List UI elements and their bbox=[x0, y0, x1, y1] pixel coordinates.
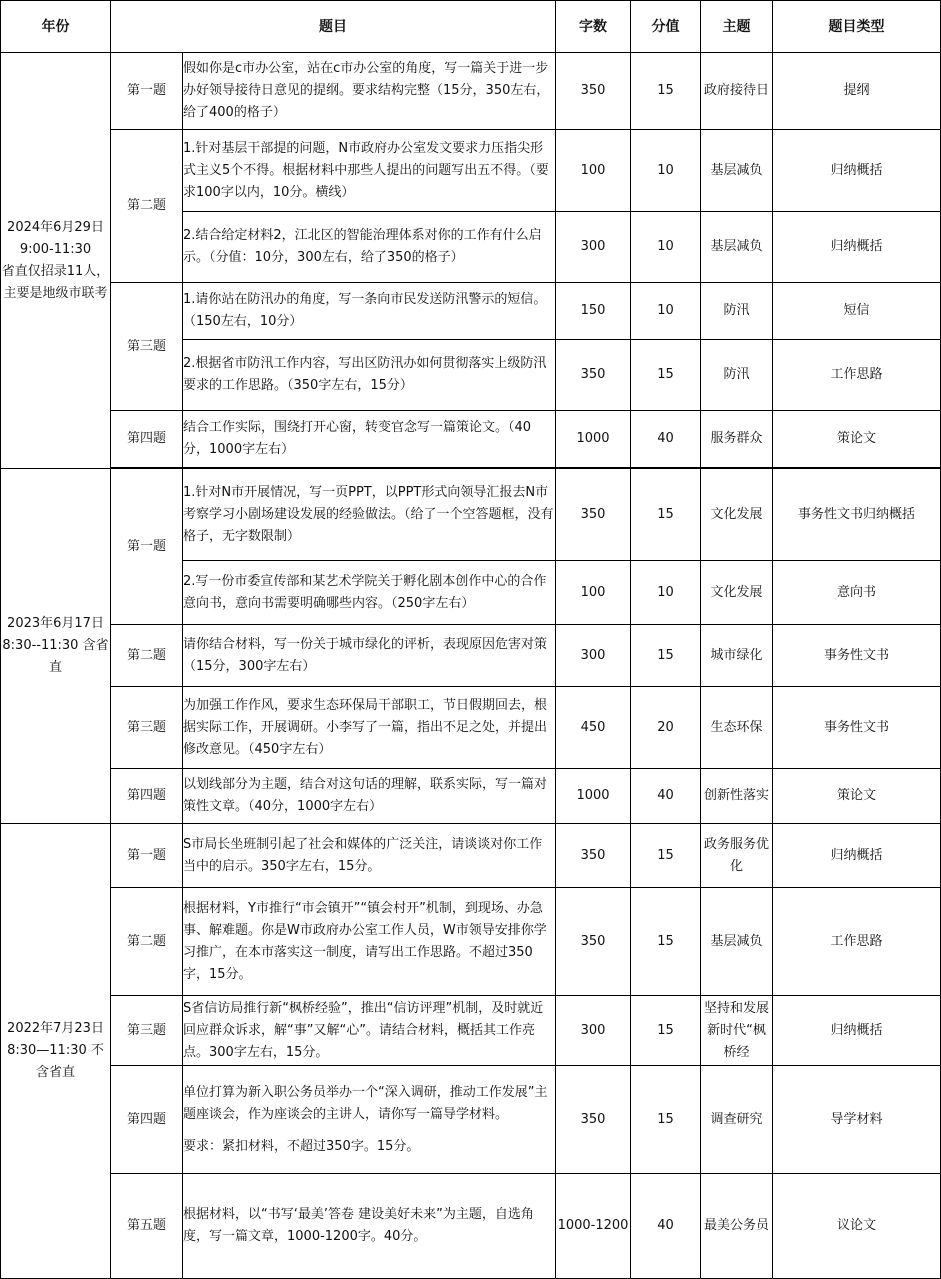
question-type: 策论文 bbox=[773, 411, 941, 468]
table-row bbox=[1, 411, 941, 468]
score: 20 bbox=[631, 687, 701, 769]
theme: 文化发展 bbox=[701, 469, 773, 561]
question-label: 第三题 bbox=[111, 996, 183, 1066]
question-label: 第二题 bbox=[111, 625, 183, 687]
table-row bbox=[1, 996, 941, 1066]
question-label: 第四题 bbox=[111, 769, 183, 824]
theme: 坚持和发展新时代“枫桥经 bbox=[701, 996, 773, 1066]
word-count: 350 bbox=[556, 824, 631, 888]
header-type: 题目类型 bbox=[773, 1, 941, 53]
table-row bbox=[1, 687, 941, 769]
question-text: 结合工作实际，围绕打开心窗，转变官念写一篇策论文。（40分，1000字左右） bbox=[183, 411, 556, 468]
question-text-cell bbox=[183, 1066, 556, 1174]
header-words: 字数 bbox=[556, 1, 631, 53]
score: 15 bbox=[631, 888, 701, 996]
question-type: 归纳概括 bbox=[773, 130, 941, 212]
word-count: 150 bbox=[556, 283, 631, 340]
question-type: 提纲 bbox=[773, 53, 941, 130]
theme: 生态环保 bbox=[701, 687, 773, 769]
question-type: 归纳概括 bbox=[773, 996, 941, 1066]
question-text: 根据材料，Y市推行“市会镇开”“镇会村开”机制，到现场、办急事、解难题。你是W市政府办公室工作人员，W市领导安排你学习推广，在本市落实这一制度，请写出工作思路。不超过350字，15分。 bbox=[183, 888, 556, 996]
theme: 城市绿化 bbox=[701, 625, 773, 687]
score: 40 bbox=[631, 1174, 701, 1279]
score: 10 bbox=[631, 561, 701, 625]
question-text: 根据材料，以“书写‘最美’答卷 建设美好未来”为主题，自选角度，写一篇文章，1000-1200字。40分。 bbox=[183, 1174, 556, 1279]
question-text: 请你结合材料，写一份关于城市绿化的评析，表现原因危害对策（15分，300字左右） bbox=[183, 625, 556, 687]
exam-body bbox=[1, 53, 941, 1279]
word-count: 100 bbox=[556, 130, 631, 212]
header-row bbox=[1, 1, 941, 53]
question-text: 1.针对基层干部提的问题，N市政府办公室发文要求力压指尖形式主义5个不得。根据材料中那些人提出的问题写出五不得。（要求100字以内，10分。横线） bbox=[183, 130, 556, 212]
table-row bbox=[1, 769, 941, 824]
question-text: 2.根据省市防汛工作内容，写出区防汛办如何贯彻落实上级防汛要求的工作思路。（350字左右，15分） bbox=[183, 340, 556, 411]
question-label: 第二题 bbox=[111, 888, 183, 996]
question-label: 第一题 bbox=[111, 824, 183, 888]
score: 15 bbox=[631, 824, 701, 888]
table-row bbox=[1, 1174, 941, 1279]
theme: 基层减负 bbox=[701, 130, 773, 212]
question-requirement: 要求：紧扣材料，不超过350字。15分。 bbox=[183, 1138, 420, 1154]
question-type: 事务性文书归纳概括 bbox=[773, 469, 941, 561]
score: 40 bbox=[631, 411, 701, 468]
question-label: 第三题 bbox=[111, 687, 183, 769]
question-text: 假如你是c市办公室，站在c市办公室的角度，写一篇关于进一步办好领导接待日意见的提纲。要求结构完整（15分，350左右，给了400的格子） bbox=[183, 53, 556, 130]
score: 15 bbox=[631, 340, 701, 411]
theme: 服务群众 bbox=[701, 411, 773, 468]
question-label: 第三题 bbox=[111, 283, 183, 411]
year-cell: 2023年6月17日 8:30--11:30 含省直 bbox=[1, 469, 111, 824]
theme: 基层减负 bbox=[701, 212, 773, 283]
word-count: 100 bbox=[556, 561, 631, 625]
question-text: 2.写一份市委宣传部和某艺术学院关于孵化剧本创作中心的合作意向书，意向书需要明确哪些内容。（250字左右） bbox=[183, 561, 556, 625]
table-row bbox=[1, 469, 941, 561]
question-type: 工作思路 bbox=[773, 340, 941, 411]
score: 15 bbox=[631, 996, 701, 1066]
word-count: 300 bbox=[556, 625, 631, 687]
score: 40 bbox=[631, 769, 701, 824]
question-type: 归纳概括 bbox=[773, 212, 941, 283]
question-type: 意向书 bbox=[773, 561, 941, 625]
word-count: 350 bbox=[556, 340, 631, 411]
word-count: 350 bbox=[556, 469, 631, 561]
theme: 调查研究 bbox=[701, 1066, 773, 1174]
word-count: 300 bbox=[556, 996, 631, 1066]
question-text: 2.结合给定材料2，江北区的智能治理体系对你的工作有什么启示。（分值：10分，300左右，给了350的格子） bbox=[183, 212, 556, 283]
table-row bbox=[1, 130, 941, 212]
question-text: 为加强工作作风，要求生态环保局干部职工，节日假期回去，根据实际工作，开展调研。小李写了一篇，指出不足之处，并提出修改意见。（450字左右） bbox=[183, 687, 556, 769]
word-count: 300 bbox=[556, 212, 631, 283]
theme: 最美公务员 bbox=[701, 1174, 773, 1279]
theme: 基层减负 bbox=[701, 888, 773, 996]
table-row bbox=[1, 53, 941, 130]
question-label: 第二题 bbox=[111, 130, 183, 283]
score: 10 bbox=[631, 130, 701, 212]
year-cell: 2022年7月23日 8:30—11:30 不含省直 bbox=[1, 824, 111, 1279]
word-count: 350 bbox=[556, 53, 631, 130]
question-type: 事务性文书 bbox=[773, 625, 941, 687]
question-text: 1.针对N市开展情况，写一页PPT，以PPT形式向领导汇报去N市考察学习小剧场建设发展的经验做法。（给了一个空答题框，没有格子，无字数限制） bbox=[183, 469, 556, 561]
table-row bbox=[1, 888, 941, 996]
word-count: 1000 bbox=[556, 769, 631, 824]
question-text: S市局长坐班制引起了社会和媒体的广泛关注，请谈谈对你工作当中的启示。350字左右，15分。 bbox=[183, 824, 556, 888]
question-label: 第四题 bbox=[111, 1066, 183, 1174]
year-cell: 2024年6月29日 9:00-11:30 省直仅招录11人，主要是地级市联考 bbox=[1, 53, 111, 469]
word-count: 350 bbox=[556, 888, 631, 996]
score: 10 bbox=[631, 283, 701, 340]
question-text: 单位打算为新入职公务员举办一个“深入调研，推动工作发展”主题座谈会，作为座谈会的主讲人，请你写一篇导学材料。 bbox=[183, 1084, 548, 1122]
theme: 创新性落实 bbox=[701, 769, 773, 824]
question-type: 短信 bbox=[773, 283, 941, 340]
question-label: 第四题 bbox=[111, 411, 183, 468]
theme: 文化发展 bbox=[701, 561, 773, 625]
score: 10 bbox=[631, 212, 701, 283]
question-label: 第一题 bbox=[111, 469, 183, 625]
question-type: 事务性文书 bbox=[773, 687, 941, 769]
word-count: 450 bbox=[556, 687, 631, 769]
table-row bbox=[1, 283, 941, 340]
question-text: 1.请你站在防汛办的角度，写一条向市民发送防汛警示的短信。（150左右，10分） bbox=[183, 283, 556, 340]
word-count: 350 bbox=[556, 1066, 631, 1174]
word-count: 1000-1200 bbox=[556, 1174, 631, 1279]
theme: 防汛 bbox=[701, 283, 773, 340]
question-type: 议论文 bbox=[773, 1174, 941, 1279]
table-row bbox=[1, 625, 941, 687]
question-text: S省信访局推行新“枫桥经验”，推出“信访评理”机制，及时就近回应群众诉求，解“事”又解“心”。请结合材料，概括其工作亮点。300字左右，15分。 bbox=[183, 996, 556, 1066]
theme: 政府接待日 bbox=[701, 53, 773, 130]
header-score: 分值 bbox=[631, 1, 701, 53]
header-question: 题目 bbox=[111, 1, 556, 53]
score: 15 bbox=[631, 1066, 701, 1174]
theme: 政务服务优化 bbox=[701, 824, 773, 888]
question-text: 以划线部分为主题，结合对这句话的理解，联系实际，写一篇对策性文章。（40分，1000字左右） bbox=[183, 769, 556, 824]
question-type: 归纳概括 bbox=[773, 824, 941, 888]
score: 15 bbox=[631, 625, 701, 687]
header-year: 年份 bbox=[1, 1, 111, 53]
question-type: 导学材料 bbox=[773, 1066, 941, 1174]
question-label: 第五题 bbox=[111, 1174, 183, 1279]
word-count: 1000 bbox=[556, 411, 631, 468]
question-label: 第一题 bbox=[111, 53, 183, 130]
score: 15 bbox=[631, 469, 701, 561]
table-row bbox=[1, 1066, 941, 1174]
score: 15 bbox=[631, 53, 701, 130]
question-type: 工作思路 bbox=[773, 888, 941, 996]
question-type: 策论文 bbox=[773, 769, 941, 824]
theme: 防汛 bbox=[701, 340, 773, 411]
table-row bbox=[1, 824, 941, 888]
header-theme: 主题 bbox=[701, 1, 773, 53]
